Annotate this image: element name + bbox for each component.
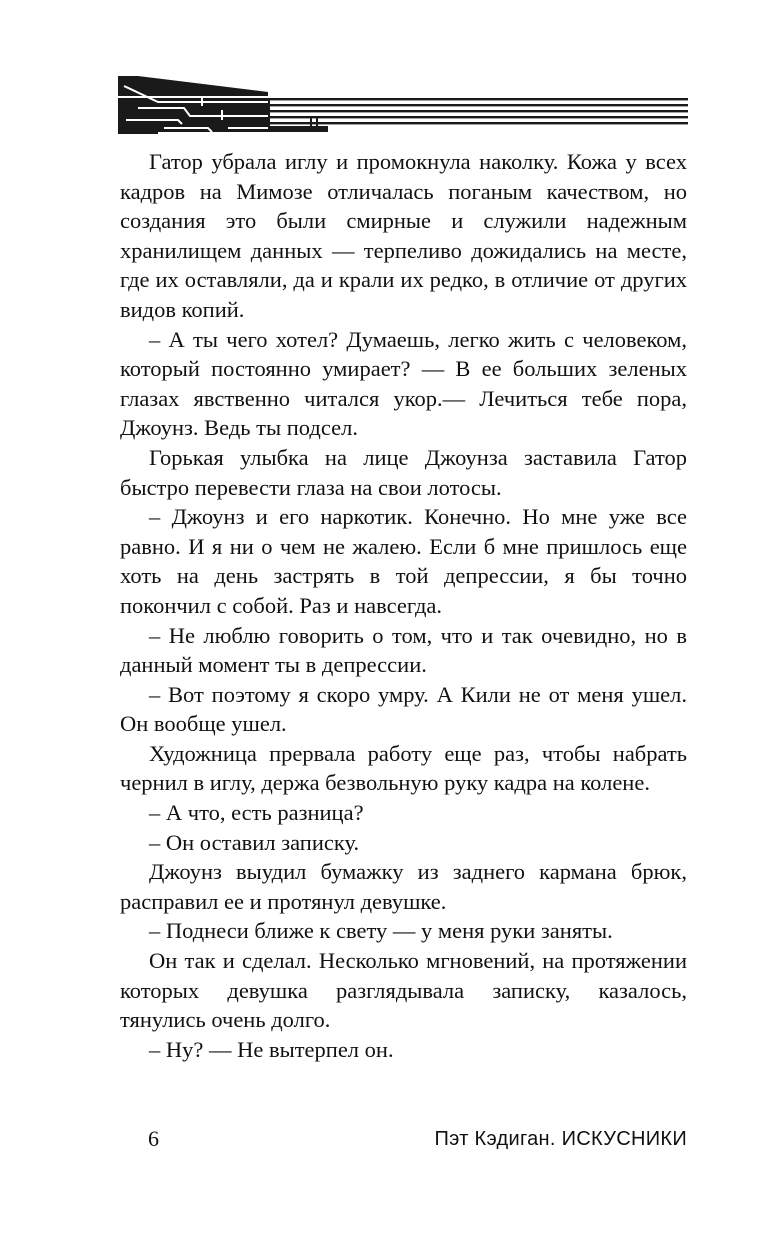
paragraph: – Джоунз и его наркотик. Конечно. Но мне уже все равно. И я ни о чем не жалею. Если б мне пришлось еще хоть на день застрять в той депрессии, я бы точно покончил с собой. Раз и навсегда. bbox=[120, 504, 687, 618]
paragraph: Джоунз выудил бумажку из заднего кармана брюк, расправил ее и протянул девушке. bbox=[120, 859, 687, 914]
paragraph: Он так и сделал. Несколько мгновений, на протяжении которых девушка разглядывала записку, казалось, тянулись очень долго. bbox=[120, 948, 687, 1033]
page-footer bbox=[120, 1126, 687, 1156]
paragraph: – Он оставил записку. bbox=[149, 829, 360, 855]
paragraph: – Вот поэтому я скоро умру. А Кили не от меня ушел. Он вообще ушел. bbox=[120, 681, 687, 737]
paragraph: – А что, есть разница? bbox=[149, 800, 364, 826]
running-title: Пэт Кэдиган. ИСКУСНИКИ bbox=[434, 1128, 687, 1150]
paragraph: Горькая улыбка на лице Джоунза заставила Гатор быстро перевести глаза на свои лотосы. bbox=[120, 444, 687, 500]
paragraph: – Ну? — Не вытерпел он. bbox=[149, 1036, 394, 1062]
paragraph: – А ты чего хотел? Думаешь, легко жить с человеком, который постоянно умирает? — В ее больших зеленых глазах явственно читался укор.— Лечиться тебе пора, Джоунз. Ведь ты подсел. bbox=[120, 326, 687, 441]
paragraph: – Поднеси ближе к свету — у меня руки заняты. bbox=[149, 918, 613, 944]
header-ornament bbox=[118, 76, 688, 138]
paragraph: Гатор убрала иглу и промокнула наколку. Кожа у всех кадров на Мимозе отличалась поганым качеством, но создания это были смирные и служили надежным хранилищем данных — терпеливо дожидались на месте, где их оставляли, да и крали их редко, в отличие от других видов копий. bbox=[120, 149, 687, 322]
paragraph: Художница прервала работу еще раз, чтобы набрать чернил в иглу, держа безвольную руку кадра на колене. bbox=[120, 740, 687, 796]
body-text bbox=[120, 147, 687, 1064]
paragraph: – Не люблю говорить о том, что и так очевидно, но в данный момент ты в депрессии. bbox=[120, 622, 687, 678]
page-number: 6 bbox=[148, 1126, 159, 1151]
